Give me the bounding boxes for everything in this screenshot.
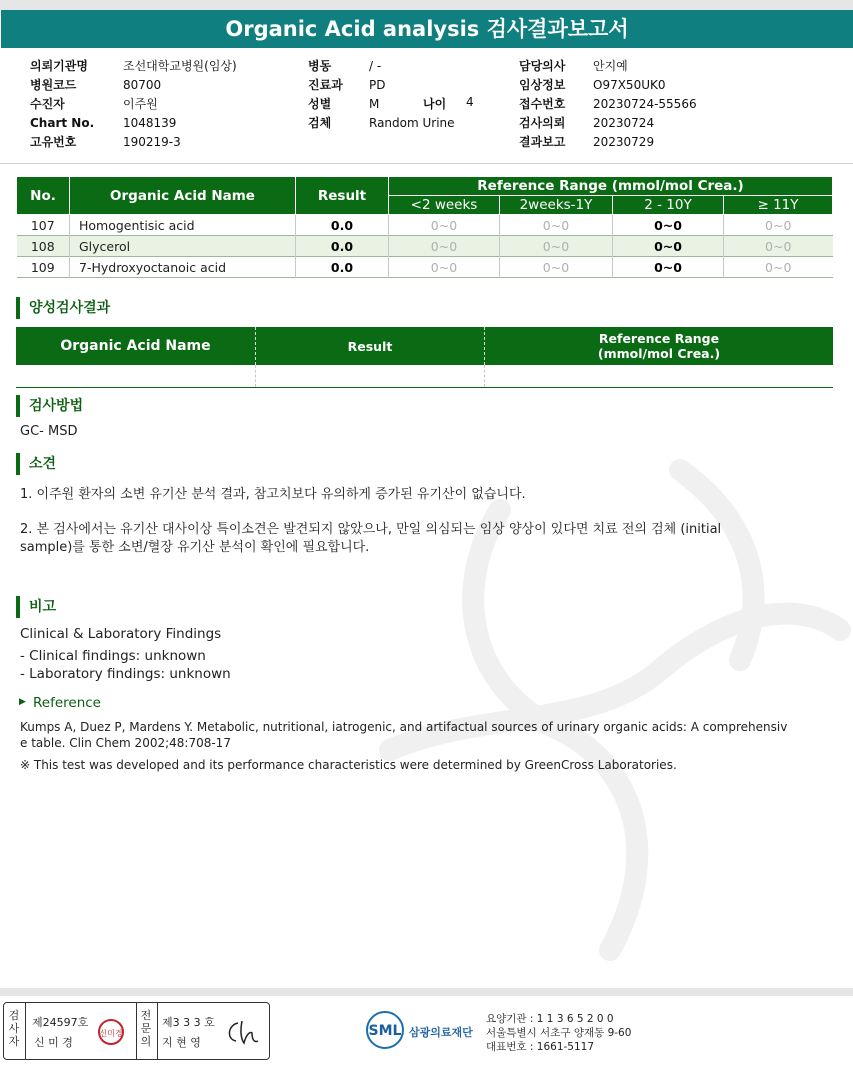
hdr-value: 조선대학교병원(임상) xyxy=(123,59,237,73)
org-name: 삼광의료재단 xyxy=(409,1026,473,1039)
hdr-label: 검체 xyxy=(308,116,332,130)
hdr-label: 성별 xyxy=(308,97,332,111)
org-address: 서울특별시 서초구 양재동 9-60 xyxy=(486,1027,632,1039)
cell-range: 0~0 xyxy=(765,217,792,233)
hdr-label: 의뢰기관명 xyxy=(30,59,88,73)
hdr-value: 190219-3 xyxy=(123,135,181,149)
empty-row xyxy=(16,365,833,388)
cell-range: 0~0 xyxy=(724,236,833,257)
col-header-result: Result xyxy=(256,327,485,365)
col-header-name: Organic Acid Name xyxy=(16,327,256,365)
top-strip xyxy=(0,0,853,10)
col-header-name: Organic Acid Name xyxy=(70,177,296,215)
hdr-value: 80700 xyxy=(123,78,162,92)
hdr-value: / - xyxy=(369,59,382,73)
org-info xyxy=(486,1012,631,1054)
label-char: 의 xyxy=(140,1035,152,1048)
doctor-name: 지 현 영 xyxy=(162,1036,201,1049)
tester-license: 제24597호 xyxy=(32,1016,89,1029)
disclaimer: ※ This test was developed and its performance characteristics were determined by GreenCross Laboratories. xyxy=(20,758,677,772)
sml-logo-icon xyxy=(365,1010,409,1050)
logo-text: SML xyxy=(368,1023,402,1039)
hdr-value: 20230724-55566 xyxy=(593,97,697,111)
divider xyxy=(136,1003,137,1059)
tester-vertical-label xyxy=(8,1009,20,1048)
hdr-label: 접수번호 xyxy=(519,97,566,111)
cell-name: 7-Hydroxyoctanoic acid xyxy=(70,257,296,278)
signature-icon xyxy=(224,1017,264,1047)
clinical-findings: - Clinical findings: unknown xyxy=(20,648,206,664)
col-header-range: 2 - 10Y xyxy=(613,196,724,215)
cell-range: 0~0 xyxy=(765,259,792,275)
positive-results-table xyxy=(16,327,833,388)
hdr-label: Chart No. xyxy=(30,116,95,130)
watermark-logo xyxy=(330,430,853,990)
cell-range: 0~0 xyxy=(389,215,500,236)
org-code: 요양기관 : 1 1 3 6 5 2 0 0 xyxy=(486,1013,614,1025)
cell-name: Homogentisic acid xyxy=(70,215,296,236)
hdr-label: 고유번호 xyxy=(30,135,77,149)
cell-range: 0~0 xyxy=(389,257,500,278)
cell-range: 0~0 xyxy=(613,236,724,257)
table-row xyxy=(17,236,833,257)
col-header-range: 2weeks-1Y xyxy=(500,196,613,215)
col-header-no: No. xyxy=(17,177,70,215)
hdr-value: 20230729 xyxy=(593,135,655,149)
stamp-text: 신미경 xyxy=(99,1029,123,1038)
opinion-line1: 1. 이주원 환자의 소변 유기산 분석 결과, 참고치보다 유의하게 증가된 유기산이 없습니다. xyxy=(20,487,526,502)
cell-result: 0.0 xyxy=(296,257,389,278)
cell-no: 107 xyxy=(17,215,70,236)
cell-range: 0~0 xyxy=(500,215,613,236)
triangle-bullet-icon: ▶ xyxy=(19,697,26,707)
label-char: 사 xyxy=(8,1022,20,1035)
hdr-label: 병동 xyxy=(308,59,332,73)
hdr-value: 1048139 xyxy=(123,116,177,130)
col-header-result: Result xyxy=(296,177,389,215)
cell-range: 0~0 xyxy=(389,236,500,257)
section-title-positive: 양성검사결과 xyxy=(16,297,110,319)
label-char: 자 xyxy=(8,1035,20,1048)
footer-strip xyxy=(0,988,853,996)
doctor-vertical-label xyxy=(140,1009,152,1048)
findings-heading: Clinical & Laboratory Findings xyxy=(20,626,222,642)
hdr-value: PD xyxy=(369,78,386,92)
citation-line1: Kumps A, Duez P, Mardens Y. Metabolic, nutritional, iatrogenic, and artifactual sources of urinary organic acids: A comprehensiv xyxy=(20,720,788,734)
section-title-method: 검사방법 xyxy=(16,395,83,417)
hdr-value: Random Urine xyxy=(369,116,455,130)
hdr-value: 안지예 xyxy=(593,59,628,73)
age-value: 4 xyxy=(466,95,474,109)
hdr-label: 수진자 xyxy=(30,97,65,111)
reference-label: Reference xyxy=(33,695,101,711)
col-header-reference xyxy=(485,327,834,365)
results-table xyxy=(16,176,833,278)
cell-result: 0.0 xyxy=(296,236,389,257)
section-title-notes: 비고 xyxy=(16,596,56,618)
method-text: GC- MSD xyxy=(20,424,78,439)
col-header-range: <2 weeks xyxy=(389,196,500,215)
hdr-label: 병원코드 xyxy=(30,78,77,92)
doctor-license: 제3 3 3 호 xyxy=(162,1016,215,1029)
age-label: 나이 xyxy=(423,97,447,111)
cell-range: 0~0 xyxy=(500,236,613,257)
opinion-line2b: sample)를 통한 소변/혈장 유기산 분석이 확인에 필요합니다. xyxy=(20,540,370,555)
reference-line2: (mmol/mol Crea.) xyxy=(597,346,721,361)
table-row xyxy=(17,257,833,278)
hdr-value: M xyxy=(369,97,380,111)
divider xyxy=(25,1003,26,1059)
signature-box xyxy=(3,1002,270,1060)
section-title-opinion: 소견 xyxy=(16,453,56,475)
hdr-value: 20230724 xyxy=(593,116,655,130)
seal-stamp-icon xyxy=(97,1018,125,1046)
reference-line1: Reference Range xyxy=(598,331,720,346)
header-info xyxy=(0,54,853,154)
hdr-label: 임상정보 xyxy=(519,78,566,92)
hdr-label: 결과보고 xyxy=(519,135,566,149)
cell-range: 0~0 xyxy=(500,257,613,278)
tester-name: 신 미 경 xyxy=(34,1036,73,1049)
col-header-range: ≥ 11Y xyxy=(724,196,833,215)
report-title: Organic Acid analysis 검사결과보고서 xyxy=(1,10,853,48)
label-char: 문 xyxy=(140,1022,152,1035)
cell-name: Glycerol xyxy=(70,236,296,257)
cell-range: 0~0 xyxy=(613,257,724,278)
col-header-reference: Reference Range (mmol/mol Crea.) xyxy=(389,177,833,196)
hdr-label: 진료과 xyxy=(308,78,343,92)
opinion-line2a: 2. 본 검사에서는 유기산 대사이상 특이소견은 발견되지 않았으나, 만일 의심되는 임상 양상이 있다면 치료 전의 검체 (initial xyxy=(20,522,722,537)
cell-no: 108 xyxy=(17,236,70,257)
laboratory-findings: - Laboratory findings: unknown xyxy=(20,666,231,682)
divider xyxy=(157,1003,158,1059)
cell-no: 109 xyxy=(17,257,70,278)
label-char: 전 xyxy=(140,1009,152,1022)
header-divider xyxy=(0,163,853,164)
label-char: 검 xyxy=(8,1009,20,1022)
cell-result: 0.0 xyxy=(296,215,389,236)
org-phone: 대표번호 : 1661-5117 xyxy=(486,1041,595,1053)
cell-range: 0~0 xyxy=(613,215,724,236)
hdr-label: 검사의뢰 xyxy=(519,116,566,130)
hdr-value: O97X50UK0 xyxy=(593,78,666,92)
hdr-label: 담당의사 xyxy=(519,59,566,73)
citation-line2: e table. Clin Chem 2002;48:708-17 xyxy=(20,736,231,750)
table-row xyxy=(17,215,833,236)
hdr-value: 이주원 xyxy=(123,97,158,111)
